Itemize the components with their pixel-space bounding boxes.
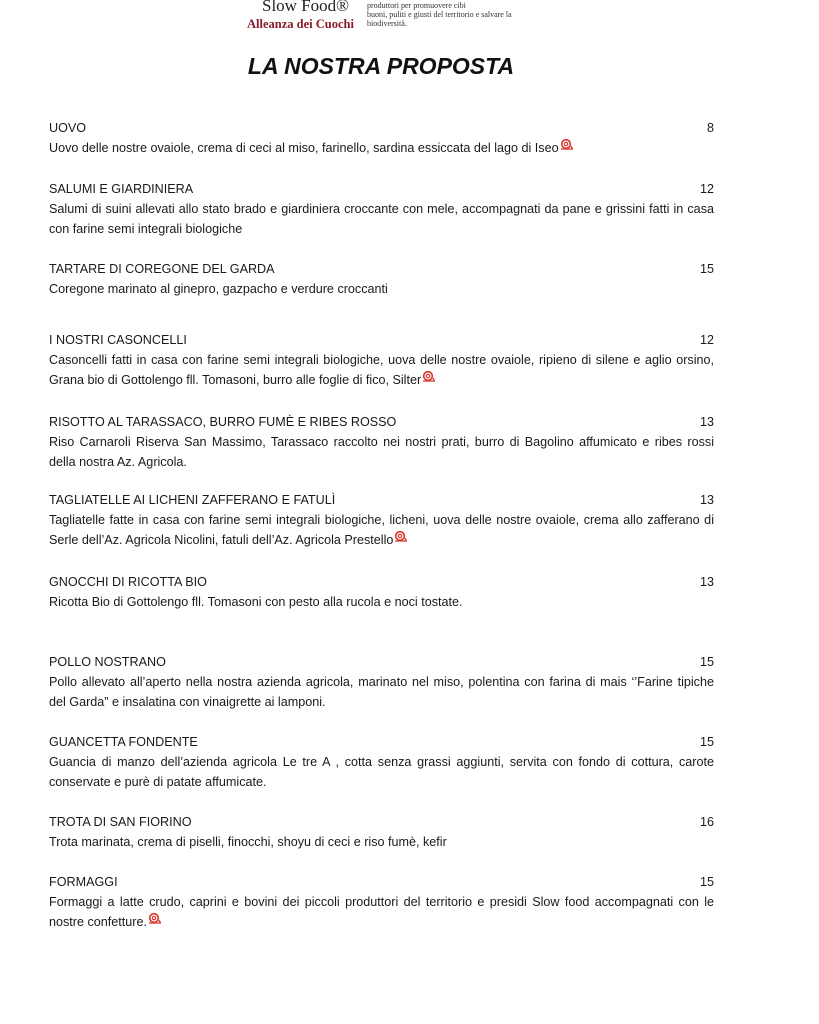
menu-item — [49, 872, 714, 932]
item-name: GNOCCHI DI RICOTTA BIO — [49, 575, 207, 589]
logo-name: Slow Food® — [262, 0, 350, 15]
menu-item — [49, 572, 714, 612]
item-description — [49, 432, 714, 472]
item-name: RISOTTO AL TARASSACO, BURRO FUMÈ E RIBES ROSSO — [49, 415, 397, 429]
item-price: 13 — [699, 415, 714, 429]
item-price: 16 — [699, 815, 714, 829]
item-name: TAGLIATELLE AI LICHENI ZAFFERANO E FATULÌ — [49, 493, 336, 507]
description-text: Formaggi a latte crudo, caprini e bovini dei piccoli produttori del territorio e presidi Slow food accompagnati con le nostre confetture. — [49, 895, 714, 929]
item-description — [49, 672, 714, 712]
description-text: Trota marinata, crema di piselli, finocchi, shoyu di ceci e riso fumè, kefir — [49, 835, 447, 849]
menu-item — [49, 412, 714, 472]
item-description — [49, 279, 714, 299]
item-name: SALUMI E GIARDINIERA — [49, 182, 194, 196]
slow-food-snail-icon — [422, 371, 435, 382]
description-text: Riso Carnaroli Riserva San Massimo, Tarassaco raccolto nei nostri prati, burro di Bagolino affumicato e ribes rossi della nostra Az. Agricola. — [49, 435, 714, 469]
menu-item — [49, 118, 714, 158]
item-price: 12 — [699, 333, 714, 347]
item-name: TROTA DI SAN FIORINO — [49, 815, 192, 829]
item-description — [49, 350, 714, 390]
description-text: Salumi di suini allevati allo stato brado e giardiniera croccante con mele, accompagnati da pane e grissini fatti in casa con farine semi integrali biologiche — [49, 202, 714, 236]
logo-tagline — [367, 1, 512, 28]
item-description — [49, 592, 714, 612]
item-description — [49, 752, 714, 792]
page-title: LA NOSTRA PROPOSTA — [247, 53, 515, 79]
description-text: Uovo delle nostre ovaiole, crema di ceci al miso, farinello, sardina essiccata del lago di Iseo — [49, 141, 559, 155]
item-price: 13 — [699, 493, 714, 507]
item-name: TARTARE DI COREGONE DEL GARDA — [49, 262, 275, 276]
description-text: Casoncelli fatti in casa con farine semi integrali biologiche, uova delle nostre ovaiole, ripieno di silene e aglio orsino, Grana bio di Gottolengo fll. Tomasoni, burro alle foglie di fico, Silter — [49, 353, 714, 387]
item-price: 13 — [699, 575, 714, 589]
description-text: Guancia di manzo dell’azienda agricola Le tre A , cotta senza grassi aggiunti, servita con fondo di cottura, carote conservate e purè di patate affumicate. — [49, 755, 714, 789]
slow-food-snail-icon — [560, 139, 573, 150]
item-price: 15 — [699, 735, 714, 749]
item-price: 8 — [706, 121, 714, 135]
item-description — [49, 832, 714, 852]
menu-item — [49, 179, 714, 239]
item-name: GUANCETTA FONDENTE — [49, 735, 198, 749]
description-text: Pollo allevato all’aperto nella nostra azienda agricola, marinato nel miso, polentina con farina di mais ‘’Farine tipiche del Garda” e insalatina con vinaigrette ai lamponi. — [49, 675, 714, 709]
menu-item — [49, 490, 714, 550]
item-price: 15 — [699, 262, 714, 276]
item-name: FORMAGGI — [49, 875, 118, 889]
tagline-line: biodiversità. — [367, 19, 407, 28]
description-text: Coregone marinato al ginepro, gazpacho e verdure croccanti — [49, 282, 388, 296]
item-name: UOVO — [49, 121, 87, 135]
menu-item — [49, 259, 714, 299]
item-description — [49, 199, 714, 239]
menu-item — [49, 652, 714, 712]
menu-item — [49, 330, 714, 390]
item-price: 15 — [699, 875, 714, 889]
item-price: 12 — [699, 182, 714, 196]
slow-food-snail-icon — [394, 531, 407, 542]
slow-food-snail-icon — [148, 913, 161, 924]
menu-item — [49, 732, 714, 792]
logo-subtitle: Alleanza dei Cuochi — [247, 17, 354, 31]
tagline-line: buoni, puliti e giusti del territorio e salvare la — [367, 10, 512, 19]
item-description — [49, 138, 714, 158]
item-description — [49, 510, 714, 550]
description-text: Tagliatelle fatte in casa con farine semi integrali biologiche, licheni, uova delle nostre ovaiole, crema allo zafferano di Serle dell’Az. Agricola Nicolini, fatuli dell’Az. Agricola Prestello — [49, 513, 714, 547]
description-text: Ricotta Bio di Gottolengo fll. Tomasoni con pesto alla rucola e noci tostate. — [49, 595, 463, 609]
tagline-line: produttori per promuovere cibi — [367, 1, 466, 10]
item-name: POLLO NOSTRANO — [49, 655, 166, 669]
item-name: I NOSTRI CASONCELLI — [49, 333, 187, 347]
item-price: 15 — [699, 655, 714, 669]
item-description — [49, 892, 714, 932]
menu-item — [49, 812, 714, 852]
